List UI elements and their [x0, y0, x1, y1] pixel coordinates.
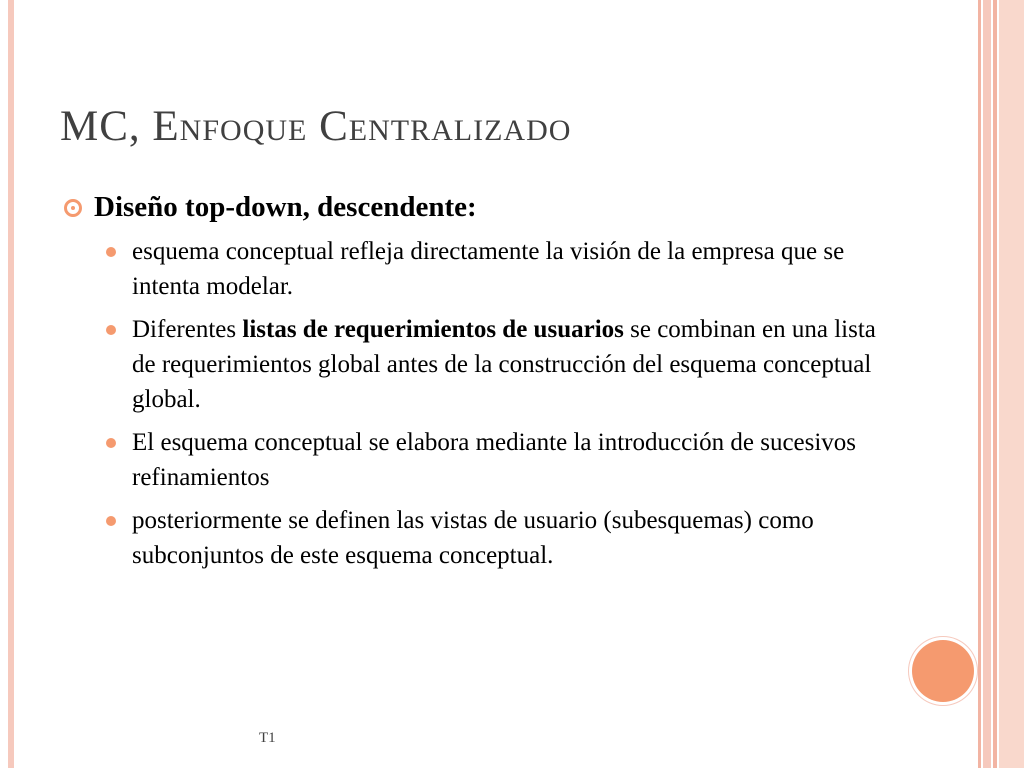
dot-bullet-icon	[106, 325, 116, 335]
ring-bullet-icon	[64, 199, 82, 217]
bullet-text: posteriormente se definen las vistas de usuario (subesquemas) como subconjuntos de este esquema conceptual.	[132, 507, 814, 569]
dot-bullet-icon	[106, 247, 116, 257]
bullet-text-start: Diferentes	[132, 316, 243, 343]
bullet-text: El esquema conceptual se elabora mediante la introducción de sucesivos refinamientos	[132, 429, 857, 491]
slide-content	[62, 188, 882, 581]
level1-item	[62, 188, 882, 226]
level2-item	[62, 234, 882, 304]
slide-title: MC, Enfoque Centralizado	[60, 103, 572, 150]
dot-bullet-icon	[106, 516, 116, 526]
level2-item	[62, 503, 882, 573]
right-stripe-wide	[983, 0, 991, 768]
bullet-text: esquema conceptual refleja directamente la visión de la empresa que se intenta modelar.	[132, 238, 845, 300]
right-stripe-outer	[978, 0, 981, 768]
dot-bullet-icon	[106, 438, 116, 448]
level2-item	[62, 312, 882, 417]
bullet-text-end: se combinan en una lista de requerimientos global antes de la construcción del esquema conceptual global.	[132, 316, 876, 413]
right-stripe-edge	[999, 0, 1024, 768]
level1-heading: Diseño top-down, descendente:	[94, 191, 477, 223]
bullet-text-bold: listas de requerimientos de usuarios	[242, 316, 624, 343]
footer-label: T1	[259, 730, 276, 746]
right-stripe-thin	[993, 0, 997, 768]
level2-item	[62, 425, 882, 495]
accent-circle	[912, 640, 974, 702]
left-border-stripe	[8, 0, 14, 768]
